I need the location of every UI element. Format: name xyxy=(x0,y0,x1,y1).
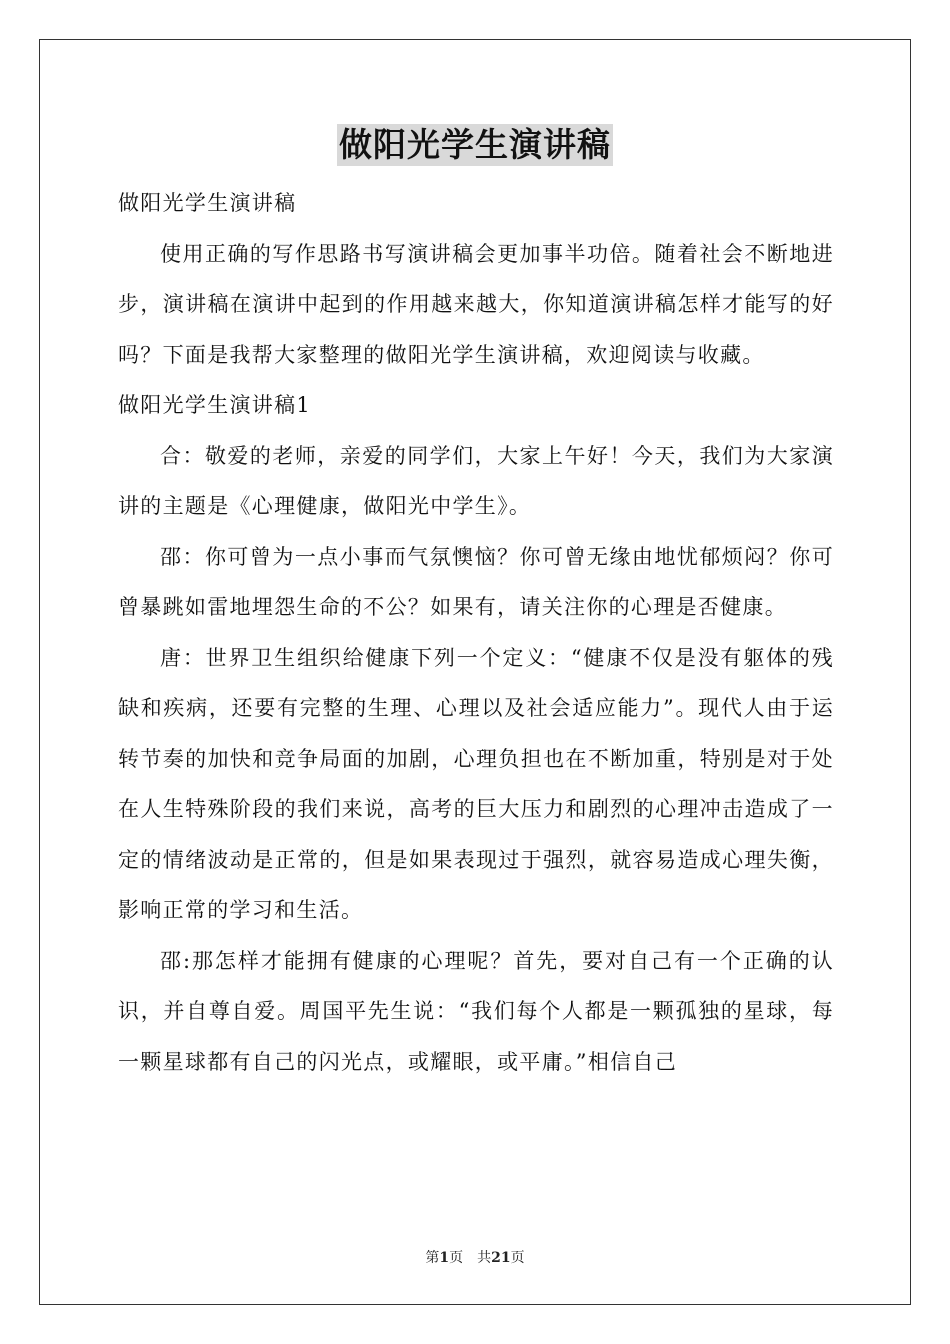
paragraph-questions: 邵：你可曾为一点小事而气氛懊恼？你可曾无缘由地忧郁烦闷？你可曾暴跳如雷地埋怨生命的不公？如果有，请关注你的心理是否健康。 xyxy=(118,544,834,619)
document-body xyxy=(118,178,834,1087)
paragraph-greeting: 合：敬爱的老师，亲爱的同学们，大家上午好！今天，我们为大家演讲的主题是《心理健康，做阳光中学生》。 xyxy=(118,443,834,518)
total-pages: 21 xyxy=(491,1250,511,1266)
total-prefix: 共 xyxy=(477,1250,492,1266)
title-container xyxy=(0,124,950,166)
total-suffix: 页 xyxy=(510,1250,525,1266)
paragraph-subtitle: 做阳光学生演讲稿 xyxy=(118,191,297,215)
paragraph-intro: 使用正确的写作思路书写演讲稿会更加事半功倍。随着社会不断地进步，演讲稿在演讲中起到的作用越来越大，你知道演讲稿怎样才能写的好吗？下面是我帮大家整理的做阳光学生演讲稿，欢迎阅读与收藏。 xyxy=(118,241,834,367)
document-title: 做阳光学生演讲稿 xyxy=(339,125,611,164)
paragraph-definition: 唐：世界卫生组织给健康下列一个定义：“健康不仅是没有躯体的残缺和疾病，还要有完整的生理、心理以及社会适应能力”。现代人由于运转节奏的加快和竞争局面的加剧，心理负担也在不断加重，特别是对于处在人生特殊阶段的我们来说，高考的巨大压力和剧烈的心理冲击造成了一定的情绪波动是正常的，但是如果表现过于强烈，就容易造成心理失衡，影响正常的学习和生活。 xyxy=(118,645,834,922)
page-suffix: 页 xyxy=(449,1250,464,1266)
page-footer xyxy=(0,1247,950,1267)
page-number: 1 xyxy=(439,1250,450,1266)
paragraph-section-heading: 做阳光学生演讲稿1 xyxy=(118,393,312,417)
paragraph-advice: 邵:那怎样才能拥有健康的心理呢？首先，要对自己有一个正确的认识，并自尊自爱。周国平先生说：“我们每个人都是一颗孤独的星球，每一颗星球都有自己的闪光点，或耀眼，或平庸。”相信自己 xyxy=(118,948,834,1074)
page-prefix: 第 xyxy=(425,1250,440,1266)
